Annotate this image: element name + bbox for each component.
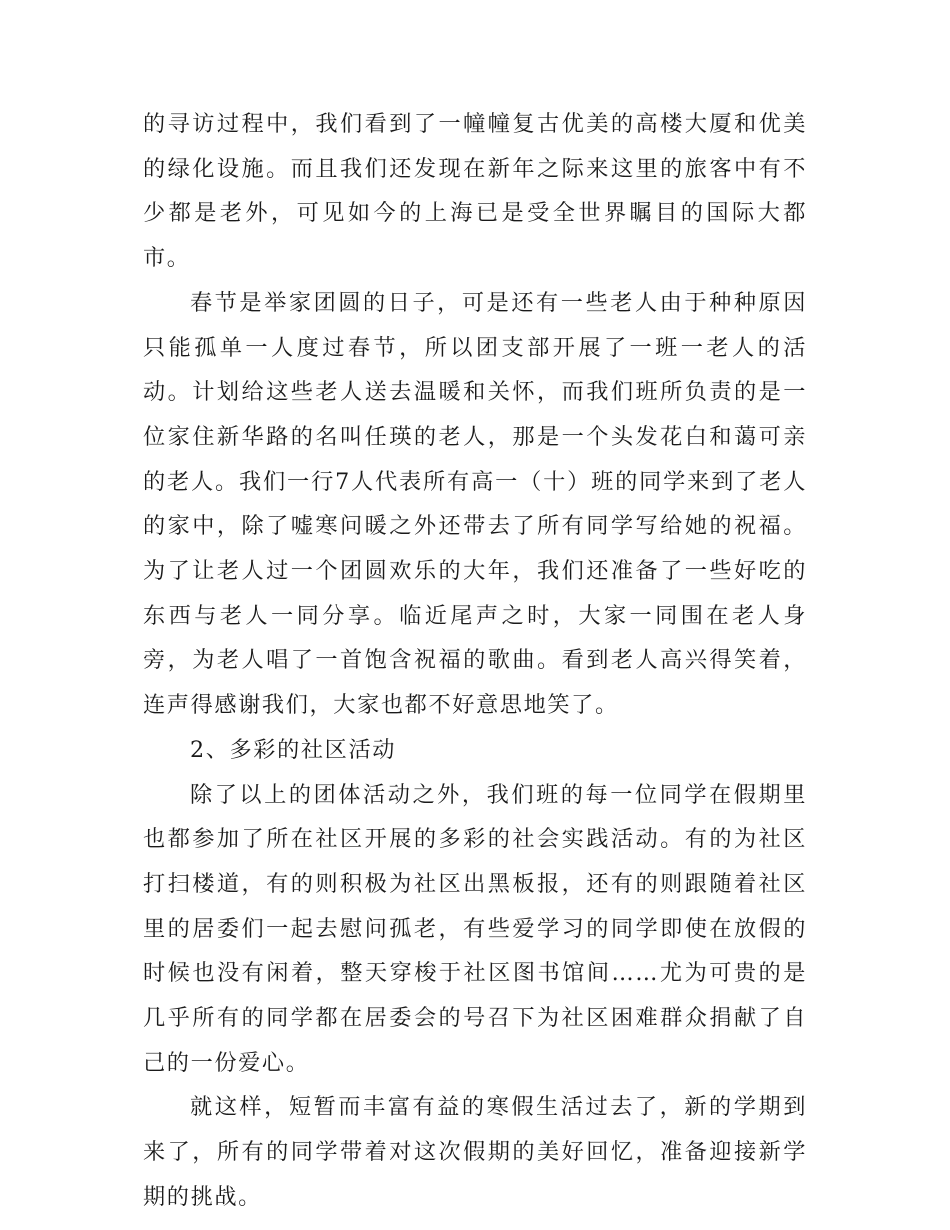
- paragraph-conclusion: 就这样，短暂而丰富有益的寒假生活过去了，新的学期到来了，所有的同学带着对这次假期的美好回忆，准备迎接新学期的挑战。: [143, 1094, 807, 1210]
- paragraph-community-activities: 除了以上的团体活动之外，我们班的每一位同学在假期里也都参加了所在社区开展的多彩的社会实践活动。有的为社区打扫楼道，有的则积极为社区出黑板报，还有的则跟随着社区里的居委们一起去慰问孤老，有些爱学习的同学即使在放假的时候也没有闲着，整天穿梭于社区图书馆间……尤为可贵的是几乎所有的同学都在居委会的号召下为社区困难群众捐献了自己的一份爱心。: [143, 781, 807, 1076]
- paragraph-spring-festival: 春节是举家团圆的日子，可是还有一些老人由于种种原因只能孤单一人度过春节，所以团支部开展了一班一老人的活动。计划给这些老人送去温暖和关怀，而我们班所负责的是一位家住新华路的名叫任瑛的老人，那是一个头发花白和蔼可亲的老人。我们一行7人代表所有高一（十）班的同学来到了老人的家中，除了嘘寒问暖之外还带去了所有同学写给她的祝福。为了让老人过一个团圆欢乐的大年，我们还准备了一些好吃的东西与老人一同分享。临近尾声之时，大家一同围在老人身旁，为老人唱了一首饱含祝福的歌曲。看到老人高兴得笑着，连声得感谢我们，大家也都不好意思地笑了。: [143, 289, 807, 719]
- document-body: [143, 102, 807, 1220]
- section-heading-community-activities: 2、多彩的社区活动: [190, 736, 397, 763]
- paragraph-visit-continuation: 的寻访过程中，我们看到了一幢幢复古优美的高楼大厦和优美的绿化设施。而且我们还发现在新年之际来这里的旅客中有不少都是老外，可见如今的上海已是受全世界瞩目的国际大都市。: [143, 111, 807, 272]
